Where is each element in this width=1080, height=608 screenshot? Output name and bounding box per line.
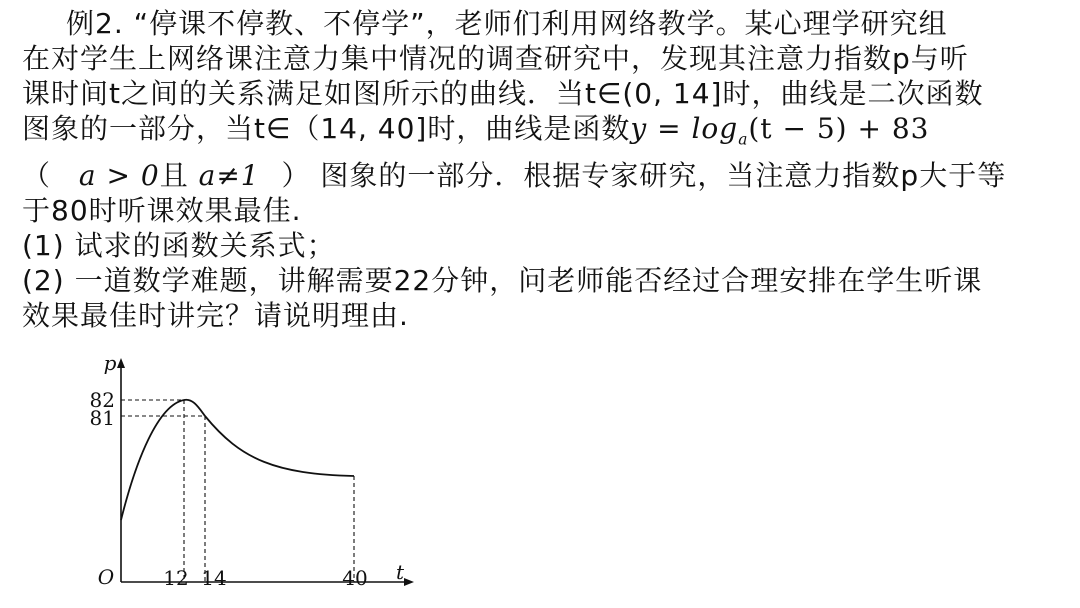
- line-5-rest: 图象的一部分．根据专家研究，当注意力指数p大于等: [320, 158, 1007, 192]
- question-1: (1) 试求的函数关系式；: [22, 228, 336, 262]
- formula-y-log: y = log: [630, 112, 739, 145]
- question-2-line-2: 效果最佳时讲完？请说明理由.: [22, 298, 409, 332]
- x-axis-label: t: [395, 560, 405, 584]
- x-tick-12: 12: [163, 566, 189, 590]
- problem-text: [22, 6, 1062, 333]
- problem-line-4: [22, 111, 1062, 158]
- y-axis-arrow-icon: [117, 358, 125, 368]
- problem-line-6: 于80时听课效果最佳.: [22, 193, 302, 227]
- question-2-line-1: (2) 一道数学难题，讲解需要22分钟，问老师能否经过合理安排在学生听课: [22, 263, 983, 297]
- formula-base: a: [738, 130, 749, 149]
- origin-label: O: [97, 565, 115, 589]
- condition-open: （: [22, 158, 52, 192]
- condition-a-not-one: a≠1: [198, 158, 260, 192]
- y-axis-label: p: [103, 351, 117, 375]
- log-function-formula: [630, 112, 930, 149]
- x-axis-arrow-icon: [404, 578, 414, 586]
- problem-line-5: [22, 158, 1062, 193]
- condition-a-positive: a > 0: [78, 158, 160, 192]
- x-tick-14: 14: [201, 566, 227, 590]
- attention-curve-figure: [66, 350, 416, 594]
- line-4-text: 图象的一部分，当t∈（14, 40]时，曲线是函数: [22, 112, 631, 145]
- problem-line-1: 例2. “停课不停教、不停学”，老师们利用网络教学。某心理学研究组: [66, 7, 948, 40]
- y-tick-82: 82: [89, 388, 115, 412]
- condition-close: ）: [281, 158, 311, 192]
- attention-curve-chart: [66, 350, 416, 594]
- attention-curve: [121, 400, 354, 520]
- formula-argument: (t − 5) + 83: [748, 112, 930, 145]
- problem-line-3: 课时间t之间的关系满足如图所示的曲线．当t∈(0, 14]时，曲线是二次函数: [22, 77, 984, 110]
- x-tick-40: 40: [342, 566, 368, 590]
- problem-line-2: 在对学生上网络课注意力集中情况的调查研究中，发现其注意力指数p与听: [22, 42, 969, 75]
- y-tick-81: 81: [89, 406, 115, 430]
- condition-and: 且: [159, 158, 189, 192]
